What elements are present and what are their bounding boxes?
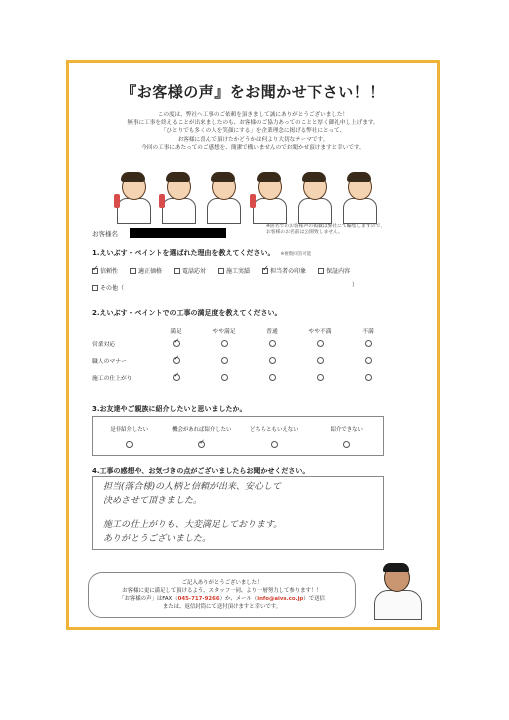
q1-option-label: 信頼性 — [100, 268, 119, 275]
q2-cell — [152, 374, 200, 381]
q1-hint: ※複数回答可能 — [280, 252, 312, 257]
radio-circle-icon[interactable] — [126, 441, 133, 448]
q2-cell — [248, 374, 296, 381]
q1-option[interactable] — [92, 283, 380, 292]
q3-option-label: どちらともいえない — [249, 427, 299, 433]
checkbox-icon[interactable] — [92, 268, 98, 274]
q2-row — [92, 369, 392, 386]
q3-option-label: 是非紹介したい — [110, 427, 149, 433]
q3-option-label: 機会があれば紹介したい — [172, 427, 232, 433]
q3-option — [315, 441, 379, 448]
radio-circle-icon[interactable] — [343, 441, 350, 448]
radio-circle-icon[interactable] — [365, 340, 372, 347]
q2-cell — [296, 357, 344, 364]
checkbox-icon[interactable] — [318, 268, 324, 274]
q2-column-headers — [152, 326, 392, 335]
client-name-redacted — [130, 228, 226, 238]
q2-cell — [152, 357, 200, 364]
q1-option[interactable] — [318, 266, 350, 275]
q2-cell — [344, 374, 392, 381]
staff-illustration — [340, 170, 378, 224]
q2-cell — [200, 340, 248, 347]
closing-speech-bubble — [88, 572, 356, 618]
closing-line: ご記入ありがとうございました！ — [181, 580, 263, 586]
q2-satisfaction-grid — [92, 326, 392, 386]
q2-row-label: 職人のマナー — [92, 359, 127, 365]
client-name-label: お客様名 — [92, 229, 118, 238]
closing-line: または、返信封筒にて送付頂けますと幸いです。 — [162, 604, 282, 610]
q1-option-label: 電話応対 — [182, 268, 207, 275]
radio-circle-icon[interactable] — [173, 374, 180, 381]
q1-option[interactable] — [174, 266, 206, 275]
staff-illustration — [295, 170, 333, 224]
q3-option — [242, 441, 306, 448]
q2-cell — [200, 374, 248, 381]
q1-option[interactable] — [92, 266, 118, 275]
closing-text: ）か、メール（ — [219, 596, 258, 602]
q1-option[interactable] — [130, 266, 162, 275]
radio-circle-icon[interactable] — [269, 374, 276, 381]
closing-text: 「お客様の声」はFAX（ — [119, 596, 178, 602]
client-name-row — [92, 228, 226, 238]
checkbox-icon[interactable] — [262, 268, 268, 274]
q2-column-header: 普通 — [266, 329, 278, 335]
intro-line: この度は、弊社へ工事のご依頼を頂きまして誠にありがとうございました！ — [157, 112, 349, 118]
q2-cell — [152, 340, 200, 347]
staff-illustration — [114, 170, 152, 224]
client-note: ※匿名でのお客様声の掲載は弊社にて編集しますので、お客様のお名前は公開致しません。 — [266, 224, 386, 235]
radio-circle-icon[interactable] — [365, 357, 372, 364]
checkbox-icon[interactable] — [218, 268, 224, 274]
q3-option-label: 紹介できない — [330, 427, 363, 433]
q1-option-label: 担当者の印象 — [270, 268, 307, 275]
q2-column-header: やや不満 — [308, 329, 332, 335]
staff-photo — [374, 564, 420, 620]
radio-circle-icon[interactable] — [365, 374, 372, 381]
intro-line: 「ひとりでも多くの人を笑顔にする」を企業理念に掲げる弊社にとって、 — [160, 128, 346, 135]
q1-option[interactable] — [262, 266, 306, 275]
q3-option — [170, 441, 234, 448]
q1-title — [92, 248, 311, 258]
intro-line: お客様に喜んで頂けたかどうかは何より大切なテーマです。 — [177, 136, 329, 143]
fax-number: 045-717-9266 — [177, 596, 220, 602]
closing-section — [88, 572, 428, 626]
radio-circle-icon[interactable] — [317, 340, 324, 347]
radio-circle-icon[interactable] — [198, 441, 205, 448]
radio-circle-icon[interactable] — [271, 441, 278, 448]
closing-text: ）で送信 — [303, 596, 325, 602]
q2-cell — [296, 340, 344, 347]
staff-illustration — [159, 170, 197, 224]
intro-text — [83, 111, 423, 152]
q2-row-label: 施工の仕上がり — [92, 376, 133, 382]
mail-address: info@aivs.co.jp — [257, 596, 304, 602]
q2-row — [92, 352, 392, 369]
comment-line: ありがとうございました。 — [103, 534, 212, 544]
q2-row — [92, 335, 392, 352]
q1-option-label: 施工実績 — [226, 268, 251, 275]
staff-illustrations — [114, 170, 378, 224]
radio-circle-icon[interactable] — [317, 357, 324, 364]
comment-line: 施工の仕上がりも、大変満足しております。 — [103, 520, 283, 530]
q2-cell — [344, 340, 392, 347]
radio-circle-icon[interactable] — [317, 374, 324, 381]
q2-column-header: やや満足 — [212, 329, 236, 335]
staff-illustration — [250, 170, 288, 224]
closing-contact-line — [89, 595, 355, 603]
radio-circle-icon[interactable] — [269, 357, 276, 364]
q4-title: 4.工事の感想や、お気づきの点がございましたらお聞かせください。 — [92, 467, 310, 475]
radio-circle-icon[interactable] — [221, 374, 228, 381]
comment-line: 決めさせて頂きました。 — [103, 496, 203, 506]
intro-line: 無事に工事を終えることが出来ましたのも、お客様のご協力あってのことと厚く御礼申し上げます。 — [127, 120, 379, 127]
q1-option-label: その他（ — [100, 285, 125, 292]
q1-title-text: 1.えいぶす・ペイントを選ばれた理由を教えてください。 — [92, 249, 275, 257]
q2-title: 2.えいぶす・ペイントでの工事の満足度を教えてください。 — [92, 309, 282, 317]
q2-cell — [248, 357, 296, 364]
checkbox-icon[interactable] — [174, 268, 180, 274]
page-title: 『お客様の声』をお聞かせ下さい！！ — [121, 83, 385, 101]
radio-circle-icon[interactable] — [173, 357, 180, 364]
q2-column-header: 不満 — [362, 329, 374, 335]
closing-line: お客様に更に満足して頂けるよう、スタッフ一同、より一層努力して参ります！！ — [122, 588, 322, 594]
q1-other-close: ） — [352, 282, 359, 289]
q3-option-labels — [93, 425, 383, 433]
q1-option-label: 適正価格 — [138, 268, 163, 275]
q1-option-label: 保証内容 — [326, 268, 351, 275]
radio-circle-icon[interactable] — [221, 357, 228, 364]
q2-cell — [344, 357, 392, 364]
q3-option — [97, 441, 161, 448]
q1-options — [92, 266, 392, 292]
q3-option-circles — [93, 441, 383, 448]
radio-circle-icon[interactable] — [269, 340, 276, 347]
checkbox-icon[interactable] — [92, 285, 98, 291]
intro-line: 今回の工事にあたってのご感想を、簡潔で構いませんのでお聞かせ頂けますと幸いです。 — [141, 144, 365, 151]
q2-cell — [248, 340, 296, 347]
radio-circle-icon[interactable] — [221, 340, 228, 347]
q2-row-label: 営業対応 — [92, 342, 116, 348]
q4-comment-box — [92, 476, 384, 550]
q2-cell — [200, 357, 248, 364]
q2-column-header: 満足 — [170, 329, 182, 335]
radio-circle-icon[interactable] — [173, 340, 180, 347]
q3-title: 3.お友達やご親族に紹介したいと思いましたか。 — [92, 405, 247, 413]
staff-illustration — [204, 170, 242, 224]
checkbox-icon[interactable] — [130, 268, 136, 274]
comment-line: 担当(落合様)の人柄と信頼が出来、安心して — [103, 482, 282, 492]
q1-option[interactable] — [218, 266, 250, 275]
q2-cell — [296, 374, 344, 381]
q3-referral-box — [92, 416, 384, 456]
